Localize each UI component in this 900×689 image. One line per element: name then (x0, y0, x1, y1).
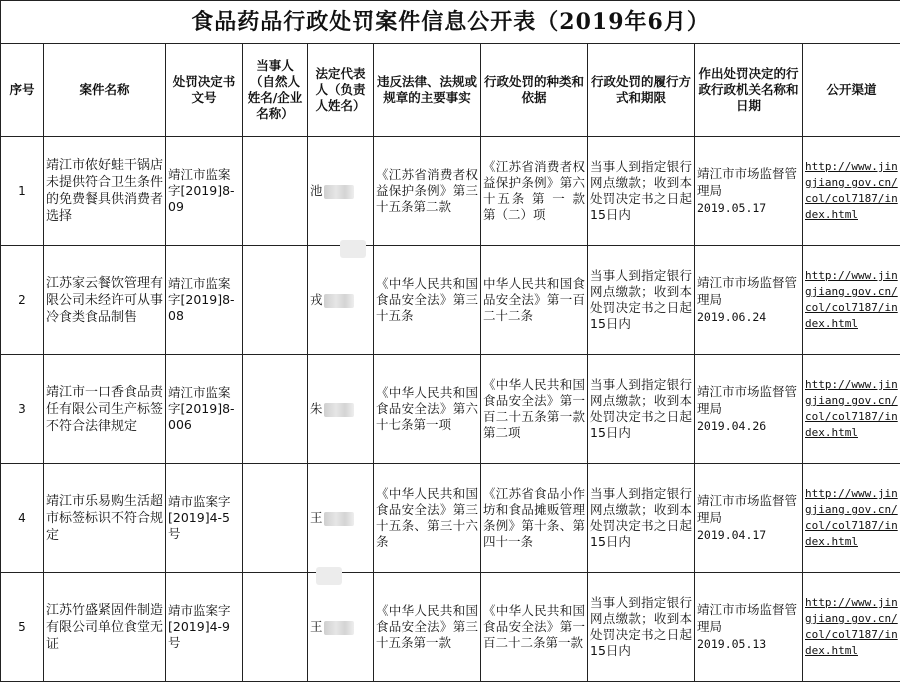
decision-date: 2019.05.13 (697, 637, 767, 651)
header-no: 序号 (1, 44, 44, 137)
violation-fact: 《中华人民共和国食品安全法》第三十五条 (374, 246, 481, 355)
decision-date: 2019.04.26 (697, 419, 767, 433)
channel-link[interactable]: http://www.jingjiang.gov.cn/col/col7187/index.html (805, 269, 898, 330)
legal-rep-name: 戎 (310, 292, 323, 307)
redaction-smudge (316, 567, 342, 585)
legal-rep-cell (308, 464, 374, 573)
table-row (1, 137, 900, 246)
channel-cell (803, 246, 900, 355)
party-cell (243, 246, 308, 355)
party-cell (243, 355, 308, 464)
authority-cell (695, 246, 803, 355)
channel-cell (803, 355, 900, 464)
channel-link[interactable]: http://www.jingjiang.gov.cn/col/col7187/index.html (805, 487, 898, 548)
decision-date: 2019.05.17 (697, 201, 767, 215)
authority-name: 靖江市市场监督管理局 (697, 602, 798, 634)
authority-name: 靖江市市场监督管理局 (697, 493, 798, 525)
row-no: 5 (1, 573, 44, 682)
performance-mode: 当事人到指定银行网点缴款；收到本处罚决定书之日起15日内 (588, 464, 695, 573)
penalty-basis: 《中华人民共和国食品安全法》第一百二十五条第一款第二项 (481, 355, 588, 464)
performance-mode: 当事人到指定银行网点缴款；收到本处罚决定书之日起15日内 (588, 137, 695, 246)
violation-fact: 《中华人民共和国食品安全法》第三十五条、第三十六条 (374, 464, 481, 573)
violation-fact: 《中华人民共和国食品安全法》第三十五条第一款 (374, 573, 481, 682)
row-no: 4 (1, 464, 44, 573)
doc-number: 靖江市监案字[2019]8-006 (166, 355, 243, 464)
channel-cell (803, 464, 900, 573)
table-row (1, 355, 900, 464)
redaction-smudge (340, 240, 366, 258)
case-name: 靖江市乐易购生活超市标签标识不符合规定 (44, 464, 166, 573)
performance-mode: 当事人到指定银行网点缴款；收到本处罚决定书之日起15日内 (588, 355, 695, 464)
authority-cell (695, 464, 803, 573)
header-channel: 公开渠道 (803, 44, 900, 137)
row-no: 2 (1, 246, 44, 355)
header-legal-rep: 法定代表人（负责人姓名） (308, 44, 374, 137)
header-penalty: 行政处罚的种类和依据 (481, 44, 588, 137)
performance-mode: 当事人到指定银行网点缴款；收到本处罚决定书之日起15日内 (588, 573, 695, 682)
authority-name: 靖江市市场监督管理局 (697, 275, 798, 307)
authority-cell (695, 137, 803, 246)
authority-cell (695, 355, 803, 464)
violation-fact: 《中华人民共和国食品安全法》第六十七条第一项 (374, 355, 481, 464)
doc-number: 靖江市监案字[2019]8-09 (166, 137, 243, 246)
header-doc-no: 处罚决定书文号 (166, 44, 243, 137)
penalty-basis: 《中华人民共和国食品安全法》第一百二十二条第一款 (481, 573, 588, 682)
authority-name: 靖江市市场监督管理局 (697, 166, 798, 198)
decision-date: 2019.06.24 (697, 310, 767, 324)
decision-date: 2019.04.17 (697, 528, 767, 542)
penalty-basis: 《江苏省食品小作坊和食品摊贩管理条例》第十条、第四十一条 (481, 464, 588, 573)
header-party: 当事人（自然人姓名/企业名称） (243, 44, 308, 137)
doc-number: 靖市监案字[2019]4-9号 (166, 573, 243, 682)
redaction-mask (324, 185, 354, 199)
header-case-name: 案件名称 (44, 44, 166, 137)
authority-cell (695, 573, 803, 682)
authority-name: 靖江市市场监督管理局 (697, 384, 798, 416)
header-authority: 作出处罚决定的行政行政机关名称和日期 (695, 44, 803, 137)
case-name: 江苏竹盛紧固件制造有限公司单位食堂无证 (44, 573, 166, 682)
table-row (1, 464, 900, 573)
performance-mode: 当事人到指定银行网点缴款；收到本处罚决定书之日起15日内 (588, 246, 695, 355)
legal-rep-name: 王 (310, 619, 323, 634)
violation-fact: 《江苏省消费者权益保护条例》第三十五条第二款 (374, 137, 481, 246)
header-performance: 行政处罚的履行方式和期限 (588, 44, 695, 137)
header-row (1, 44, 900, 137)
doc-number: 靖江市监案字[2019]8-08 (166, 246, 243, 355)
penalty-basis: 《江苏省消费者权益保护条例》第六十五条 第 一 款 第（二）项 (481, 137, 588, 246)
row-no: 3 (1, 355, 44, 464)
table-title: 食品药品行政处罚案件信息公开表（2019年6月） (1, 1, 900, 44)
channel-cell (803, 573, 900, 682)
legal-rep-cell (308, 246, 374, 355)
legal-rep-name: 朱 (310, 401, 323, 416)
channel-link[interactable]: http://www.jingjiang.gov.cn/col/col7187/index.html (805, 378, 898, 439)
legal-rep-name: 王 (310, 510, 323, 525)
legal-rep-cell (308, 355, 374, 464)
case-name: 靖江市侬好蛙干锅店未提供符合卫生条件的免费餐具供消费者选择 (44, 137, 166, 246)
channel-link[interactable]: http://www.jingjiang.gov.cn/col/col7187/index.html (805, 596, 898, 657)
redaction-mask (324, 294, 354, 308)
party-cell (243, 137, 308, 246)
header-violation: 违反法律、法规或规章的主要事实 (374, 44, 481, 137)
case-name: 江苏家云餐饮管理有限公司未经许可从事冷食类食品制售 (44, 246, 166, 355)
doc-number: 靖市监案字[2019]4-5号 (166, 464, 243, 573)
party-cell (243, 464, 308, 573)
table-row (1, 573, 900, 682)
table-row (1, 246, 900, 355)
redaction-mask (324, 403, 354, 417)
case-name: 靖江市一口香食品责任有限公司生产标签不符合法律规定 (44, 355, 166, 464)
legal-rep-cell (308, 573, 374, 682)
channel-link[interactable]: http://www.jingjiang.gov.cn/col/col7187/index.html (805, 160, 898, 221)
party-cell (243, 573, 308, 682)
legal-rep-name: 池 (310, 183, 323, 198)
channel-cell (803, 137, 900, 246)
penalty-basis: 中华人民共和国食品安全法》第一百二十二条 (481, 246, 588, 355)
redaction-mask (324, 512, 354, 526)
legal-rep-cell (308, 137, 374, 246)
redaction-mask (324, 621, 354, 635)
row-no: 1 (1, 137, 44, 246)
